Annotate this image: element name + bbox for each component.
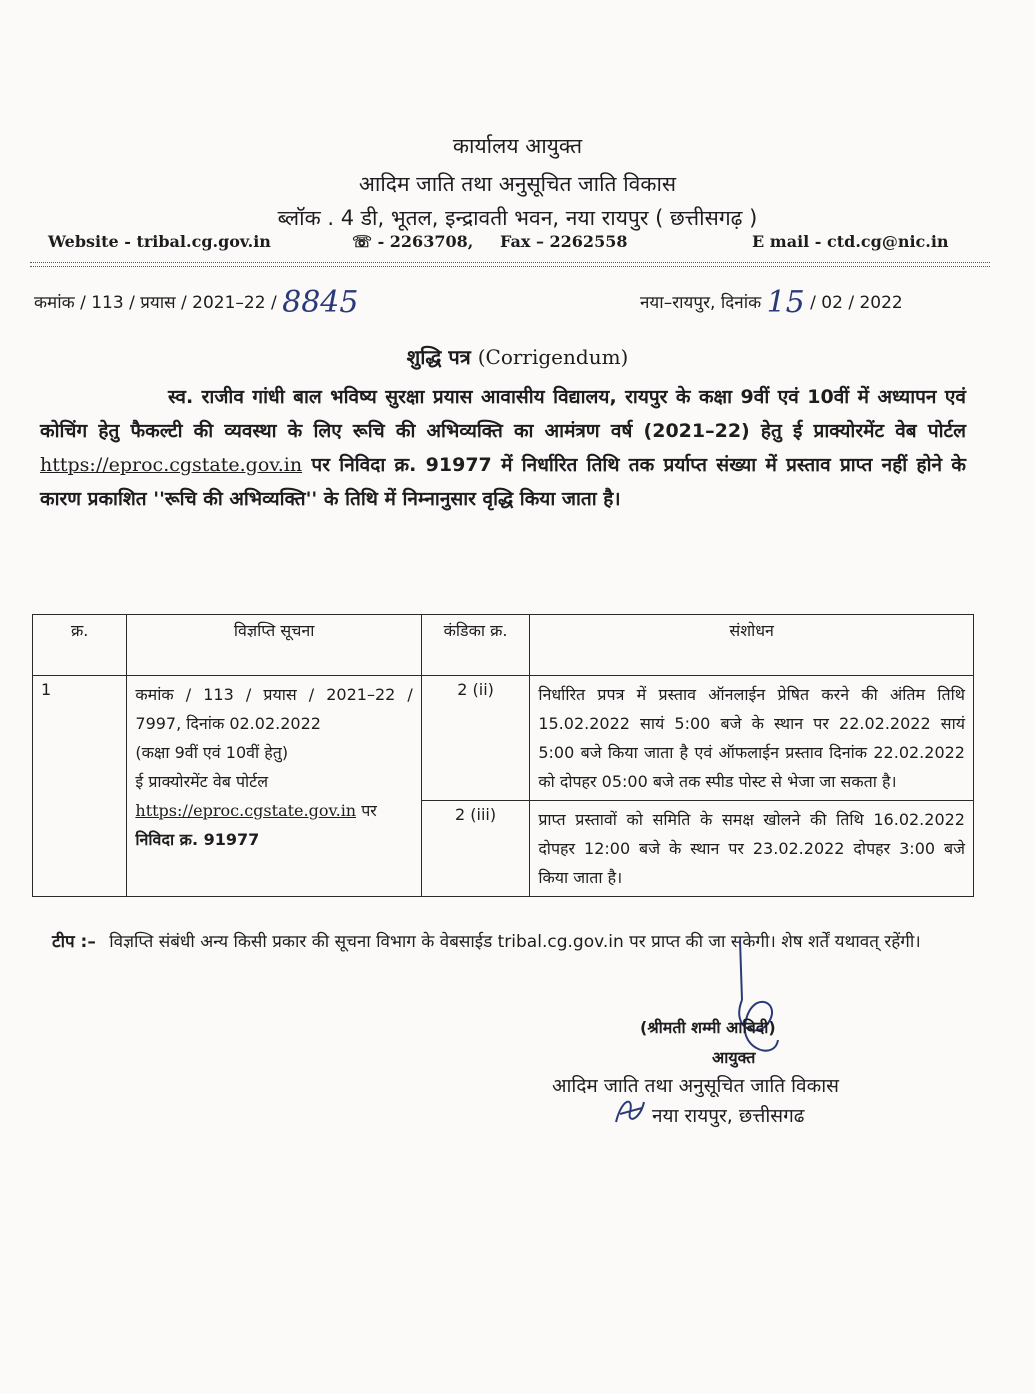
- cell-notice: [127, 676, 421, 897]
- fax-text: Fax – 2262558: [500, 232, 628, 251]
- cell-amendment: निर्धारित प्रपत्र में प्रस्ताव ऑनलाईन प्रेषित करने की अंतिम तिथि 15.02.2022 सायं 5:00 बजे के स्थान पर 22.02.2022 सायं 5:00 बजे किया जाता है एवं ऑफलाईन प्रस्ताव दिनांक 22.02.2022 को दोपहर 05:00 बजे तक स्पीड पोस्ट से भेजा जा सकता है।: [530, 676, 974, 801]
- signatory-name: (श्रीमती शम्मी आबिदी): [640, 1018, 776, 1037]
- header-divider-secondary: [30, 266, 990, 267]
- reference-number: [34, 285, 358, 320]
- notice-line1: कमांक / 113 / प्रयास / 2021–22 / 7997, दिनांक 02.02.2022: [135, 685, 413, 733]
- date-suffix: / 02 / 2022: [810, 293, 903, 313]
- date-prefix: नया–रायपुर, दिनांक: [640, 293, 762, 313]
- signatory-designation: आयुक्त: [712, 1048, 756, 1067]
- table-row: [33, 676, 974, 801]
- title-hindi: शुद्धि पत्र: [406, 345, 471, 369]
- email-text: E mail - ctd.cg@nic.in: [752, 232, 949, 251]
- title-english: (Corrigendum): [477, 345, 629, 369]
- note-text: विज्ञप्ति संबंधी अन्य किसी प्रकार की सूचना विभाग के वेबसाईड tribal.cg.gov.in पर प्राप्त की जा सकेगी। शेष शर्तें यथावत् रहेंगी।: [109, 932, 921, 952]
- header-amendment: संशोधन: [530, 615, 974, 676]
- body-paragraph: [40, 380, 966, 516]
- body-part2: पर निविदा क्र. 91977 में निर्धारित तिथि तक प्रर्याप्त संख्या में प्रस्ताव प्राप्त नहीं होने के कारण प्रकाशित ''रूचि की अभिव्यक्ति'' के तिथि में निम्नानुसार वृद्धि किया जाता है।: [40, 454, 966, 510]
- cell-clause: 2 (ii): [421, 676, 530, 801]
- phone-text: ☏ - 2263708,: [352, 232, 474, 251]
- body-url: https://eproc.cgstate.gov.in: [40, 454, 303, 476]
- amendment-table: [32, 614, 974, 897]
- notice-line3: ई प्राक्योरमेंट वेब पोर्टल: [135, 772, 269, 791]
- signatory-office-line1: आदिम जाति तथा अनुसूचित जाति विकास: [552, 1075, 839, 1097]
- office-title: कार्यालय आयुक्त: [452, 134, 583, 158]
- header-divider: [30, 262, 990, 263]
- cell-clause: 2 (iii): [421, 801, 530, 897]
- reference-date: [640, 285, 903, 320]
- header-notice: विज्ञप्ति सूचना: [127, 615, 421, 676]
- department-name: आदिम जाति तथा अनुसूचित जाति विकास: [358, 172, 677, 196]
- website-text: Website - tribal.cg.gov.in: [48, 232, 271, 251]
- document-title: [0, 343, 1035, 370]
- reference-number-handwritten: 8845: [282, 285, 359, 320]
- header-serial: क्र.: [33, 615, 127, 676]
- notice-tender: निविदा क्र. 91977: [135, 830, 260, 849]
- date-handwritten: 15: [766, 285, 805, 320]
- notice-url: https://eproc.cgstate.gov.in: [135, 801, 357, 820]
- initials-mark-icon: [612, 1094, 648, 1128]
- table-header-row: [33, 615, 974, 676]
- cell-amendment: प्राप्त प्रस्तावों को समिति के समक्ष खोलने की तिथि 16.02.2022 दोपहर 12:00 बजे के स्थान पर 23.02.2022 दोपहर 3:00 बजे किया जाता है।: [530, 801, 974, 897]
- notice-line2: (कक्षा 9वीं एवं 10वीं हेतु): [135, 743, 289, 762]
- notice-url-suffix: पर: [361, 801, 377, 820]
- cell-serial: 1: [33, 676, 127, 897]
- reference-number-prefix: कमांक / 113 / प्रयास / 2021–22 /: [34, 293, 277, 313]
- header-clause: कंडिका क्र.: [421, 615, 530, 676]
- signatory-office-line2: नया रायपुर, छत्तीसगढ: [652, 1105, 805, 1127]
- note-label: टीप :–: [52, 932, 96, 952]
- notice-url-line: [135, 796, 412, 825]
- office-address: ब्लॉक . 4 डी, भूतल, इन्द्रावती भवन, नया रायपुर ( छत्तीसगढ़ ): [277, 206, 758, 230]
- body-part1: स्व. राजीव गांधी बाल भविष्य सुरक्षा प्रयास आवासीय विद्यालय, रायपुर के कक्षा 9वीं एवं 10वीं में अध्यापन एवं कोचिंग हेतु फैकल्टी की व्यवस्था के लिए रूचि की अभिव्यक्ति का आमंत्रण वर्ष (2021–22) हेतु ई प्राक्योरमेंट वेब पोर्टल: [40, 386, 966, 442]
